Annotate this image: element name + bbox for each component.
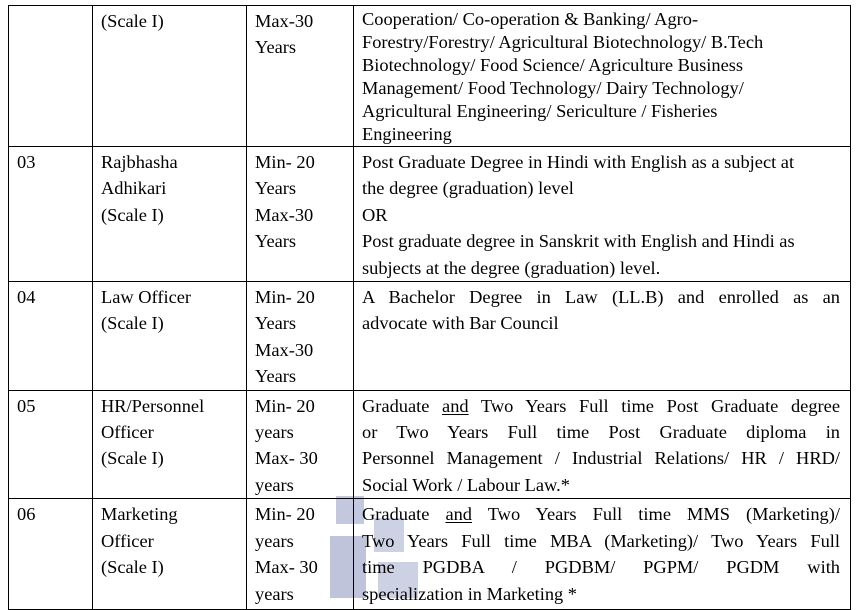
qual-line: Forestry/Forestry/ Agricultural Biotechnology/ B.Tech bbox=[362, 32, 764, 52]
qual-line: subjects at the degree (graduation) level. bbox=[362, 257, 661, 278]
age-cell bbox=[247, 499, 354, 610]
age-line: Years bbox=[255, 366, 297, 387]
age-cell bbox=[247, 147, 354, 282]
qual-line: Cooperation/ Co-operation & Banking/ Agro- bbox=[362, 9, 699, 29]
post-line: (Scale I) bbox=[101, 204, 164, 225]
post-line: (Scale I) bbox=[101, 11, 164, 31]
qualification-cell bbox=[354, 282, 851, 391]
qual-line: Social Work / Labour Law.* bbox=[362, 474, 570, 495]
qual-line: specialization in Marketing * bbox=[362, 583, 578, 604]
qual-line: advocate with Bar Council bbox=[362, 313, 559, 334]
age-line: Min- 20 bbox=[255, 152, 315, 172]
serial-cell: 06 bbox=[9, 499, 93, 610]
post-line: Rajbhasha bbox=[101, 152, 178, 172]
underlined-and: and bbox=[442, 395, 469, 416]
age-line: years bbox=[255, 530, 294, 551]
age-line: Years bbox=[255, 231, 297, 252]
qual-line: A Bachelor Degree in Law (LL.B) and enrolled as an bbox=[362, 287, 840, 308]
qual-line: Personnel Management / Industrial Relations/ HR / HRD/ bbox=[362, 448, 840, 469]
qual-line: Graduate and Two Years Full time MMS (Marketing)/ bbox=[362, 504, 840, 525]
post-line: (Scale I) bbox=[101, 313, 164, 334]
age-cell bbox=[247, 282, 354, 391]
table-row bbox=[9, 390, 851, 499]
post-line: Law Officer bbox=[101, 287, 192, 308]
age-line: Max-30 bbox=[255, 11, 314, 31]
post-line: (Scale I) bbox=[101, 448, 164, 469]
table-row bbox=[9, 499, 851, 610]
age-line: Min- 20 bbox=[255, 504, 315, 525]
qual-line: the degree (graduation) level bbox=[362, 178, 574, 199]
table-row bbox=[9, 147, 851, 282]
age-line: Min- 20 bbox=[255, 287, 315, 308]
qual-line: Agricultural Engineering/ Sericulture / Fisheries bbox=[362, 101, 718, 121]
qualification-cell bbox=[354, 147, 851, 282]
post-cell bbox=[93, 390, 247, 499]
age-line: Years bbox=[255, 313, 297, 334]
qual-line: Management/ Food Technology/ Dairy Technology/ bbox=[362, 78, 744, 98]
qual-line: or Two Years Full time Post Graduate diploma in bbox=[362, 422, 840, 443]
age-line: Max- 30 bbox=[255, 448, 318, 469]
age-line: Max- 30 bbox=[255, 557, 318, 578]
age-line: years bbox=[255, 583, 294, 604]
qual-line: Biotechnology/ Food Science/ Agriculture Business bbox=[362, 55, 744, 75]
qualification-cell bbox=[354, 390, 851, 499]
age-cell bbox=[247, 390, 354, 499]
age-line: Max-30 bbox=[255, 339, 314, 360]
post-line: Marketing bbox=[101, 504, 178, 525]
underlined-and: and bbox=[445, 504, 473, 525]
age-cell bbox=[247, 6, 354, 147]
table-row bbox=[9, 6, 851, 147]
age-line: Max-30 bbox=[255, 204, 314, 225]
age-line: years bbox=[255, 474, 294, 495]
qual-line: time PGDBA / PGDBM/ PGPM/ PGDM with bbox=[362, 557, 840, 578]
post-line: (Scale I) bbox=[101, 557, 164, 578]
qual-line: Engineering bbox=[362, 124, 452, 144]
post-line: HR/Personnel bbox=[101, 395, 205, 416]
table-row bbox=[9, 282, 851, 391]
serial-cell bbox=[9, 6, 93, 147]
age-line: Years bbox=[255, 37, 297, 58]
age-line: years bbox=[255, 422, 294, 443]
post-cell bbox=[93, 499, 247, 610]
age-line: Min- 20 bbox=[255, 395, 315, 416]
age-line: Years bbox=[255, 178, 297, 199]
serial-cell: 03 bbox=[9, 147, 93, 282]
qual-line: Graduate and Two Years Full time Post Graduate degree bbox=[362, 395, 840, 416]
post-line: Officer bbox=[101, 530, 154, 551]
post-line: Officer bbox=[101, 422, 154, 443]
qual-line: OR bbox=[362, 204, 388, 225]
qual-line: Two Years Full time MBA (Marketing)/ Two Years Full bbox=[362, 530, 840, 551]
eligibility-table bbox=[8, 5, 851, 610]
serial-cell: 04 bbox=[9, 282, 93, 391]
qual-line: Post Graduate Degree in Hindi with English as a subject at bbox=[362, 152, 795, 172]
serial-cell: 05 bbox=[9, 390, 93, 499]
post-cell bbox=[93, 282, 247, 391]
post-cell bbox=[93, 6, 247, 147]
qualification-cell bbox=[354, 6, 851, 147]
post-cell bbox=[93, 147, 247, 282]
post-line: Adhikari bbox=[101, 178, 167, 199]
qual-line: Post graduate degree in Sanskrit with English and Hindi as bbox=[362, 231, 795, 252]
qualification-cell bbox=[354, 499, 851, 610]
